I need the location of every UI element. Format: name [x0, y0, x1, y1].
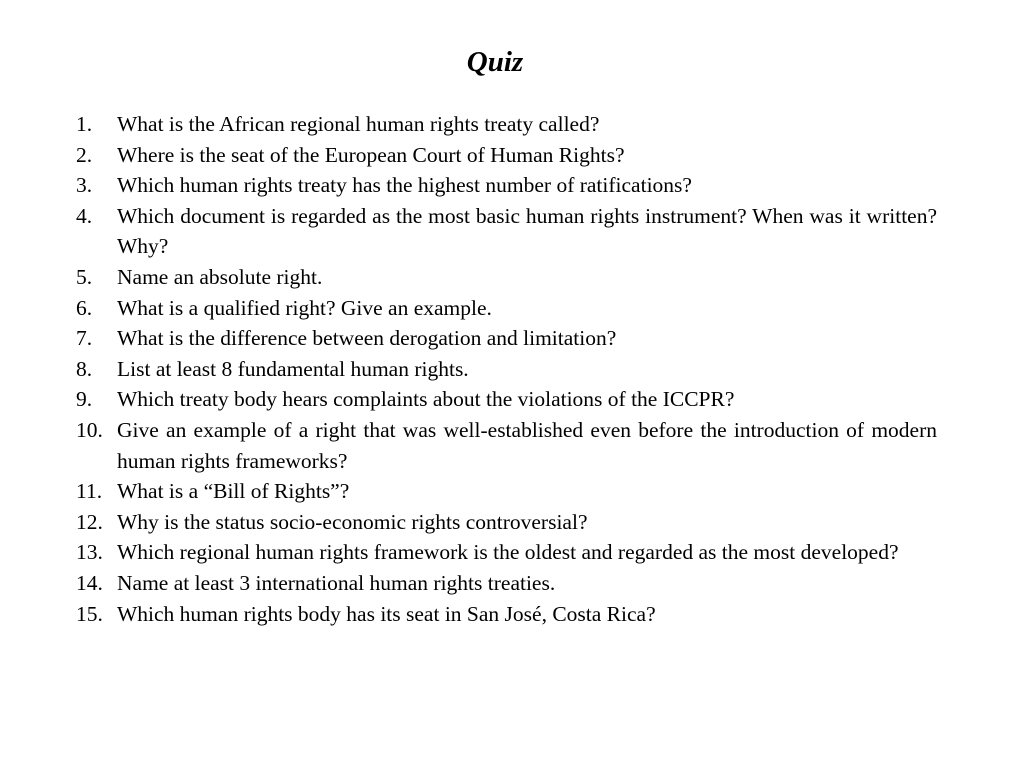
question-text: List at least 8 fundamental human rights.	[117, 356, 469, 381]
question-text: Give an example of a right that was well-established even before the introduction of modern human rights frameworks?	[117, 417, 937, 473]
quiz-question	[76, 109, 937, 140]
question-text: What is the African regional human rights treaty called?	[117, 112, 600, 136]
quiz-question	[76, 140, 937, 171]
question-text: Name at least 3 international human rights treaties.	[117, 570, 556, 595]
quiz-question	[76, 599, 937, 630]
question-number: 2.	[76, 142, 93, 167]
question-number: 14.	[76, 570, 103, 595]
question-text: Which human rights body has its seat in San José, Costa Rica?	[117, 601, 656, 626]
question-number: 1.	[76, 112, 93, 136]
question-number: 8.	[76, 356, 93, 381]
quiz-question	[76, 537, 937, 568]
question-number: 7.	[76, 326, 93, 351]
question-text: Which treaty body hears complaints about the violations of the ICCPR?	[117, 387, 735, 412]
quiz-question	[76, 384, 937, 415]
question-number: 13.	[76, 540, 103, 565]
quiz-question	[76, 507, 937, 538]
question-text: What is the difference between derogation and limitation?	[117, 326, 617, 351]
question-text: Which document is regarded as the most basic human rights instrument? When was it written? Why?	[117, 203, 937, 259]
question-number: 5.	[76, 264, 93, 289]
question-number: 3.	[76, 173, 93, 198]
question-number: 9.	[76, 387, 93, 412]
quiz-question	[76, 201, 937, 262]
question-number: 15.	[76, 601, 103, 626]
quiz-question	[76, 170, 937, 201]
question-text: Name an absolute right.	[117, 264, 323, 289]
question-number: 10.	[76, 417, 103, 442]
quiz-question-list	[76, 109, 937, 629]
quiz-question	[76, 293, 937, 324]
quiz-question	[76, 262, 937, 293]
question-text: Which human rights treaty has the highest number of ratifications?	[117, 173, 692, 198]
question-text: Which regional human rights framework is the oldest and regarded as the most developed?	[117, 540, 899, 565]
question-text: What is a “Bill of Rights”?	[117, 479, 350, 504]
question-number: 6.	[76, 295, 93, 320]
slide-title: Quiz	[466, 46, 524, 78]
quiz-question	[76, 323, 937, 354]
question-text: Where is the seat of the European Court of Human Rights?	[117, 142, 625, 167]
question-text: Why is the status socio-economic rights controversial?	[117, 509, 588, 534]
question-text: What is a qualified right? Give an example.	[117, 295, 492, 320]
question-number: 4.	[76, 203, 93, 228]
quiz-question	[76, 568, 937, 599]
quiz-question	[76, 415, 937, 476]
question-number: 11.	[76, 479, 103, 504]
quiz-question	[76, 476, 937, 507]
quiz-question	[76, 354, 937, 385]
question-number: 12.	[76, 509, 103, 534]
